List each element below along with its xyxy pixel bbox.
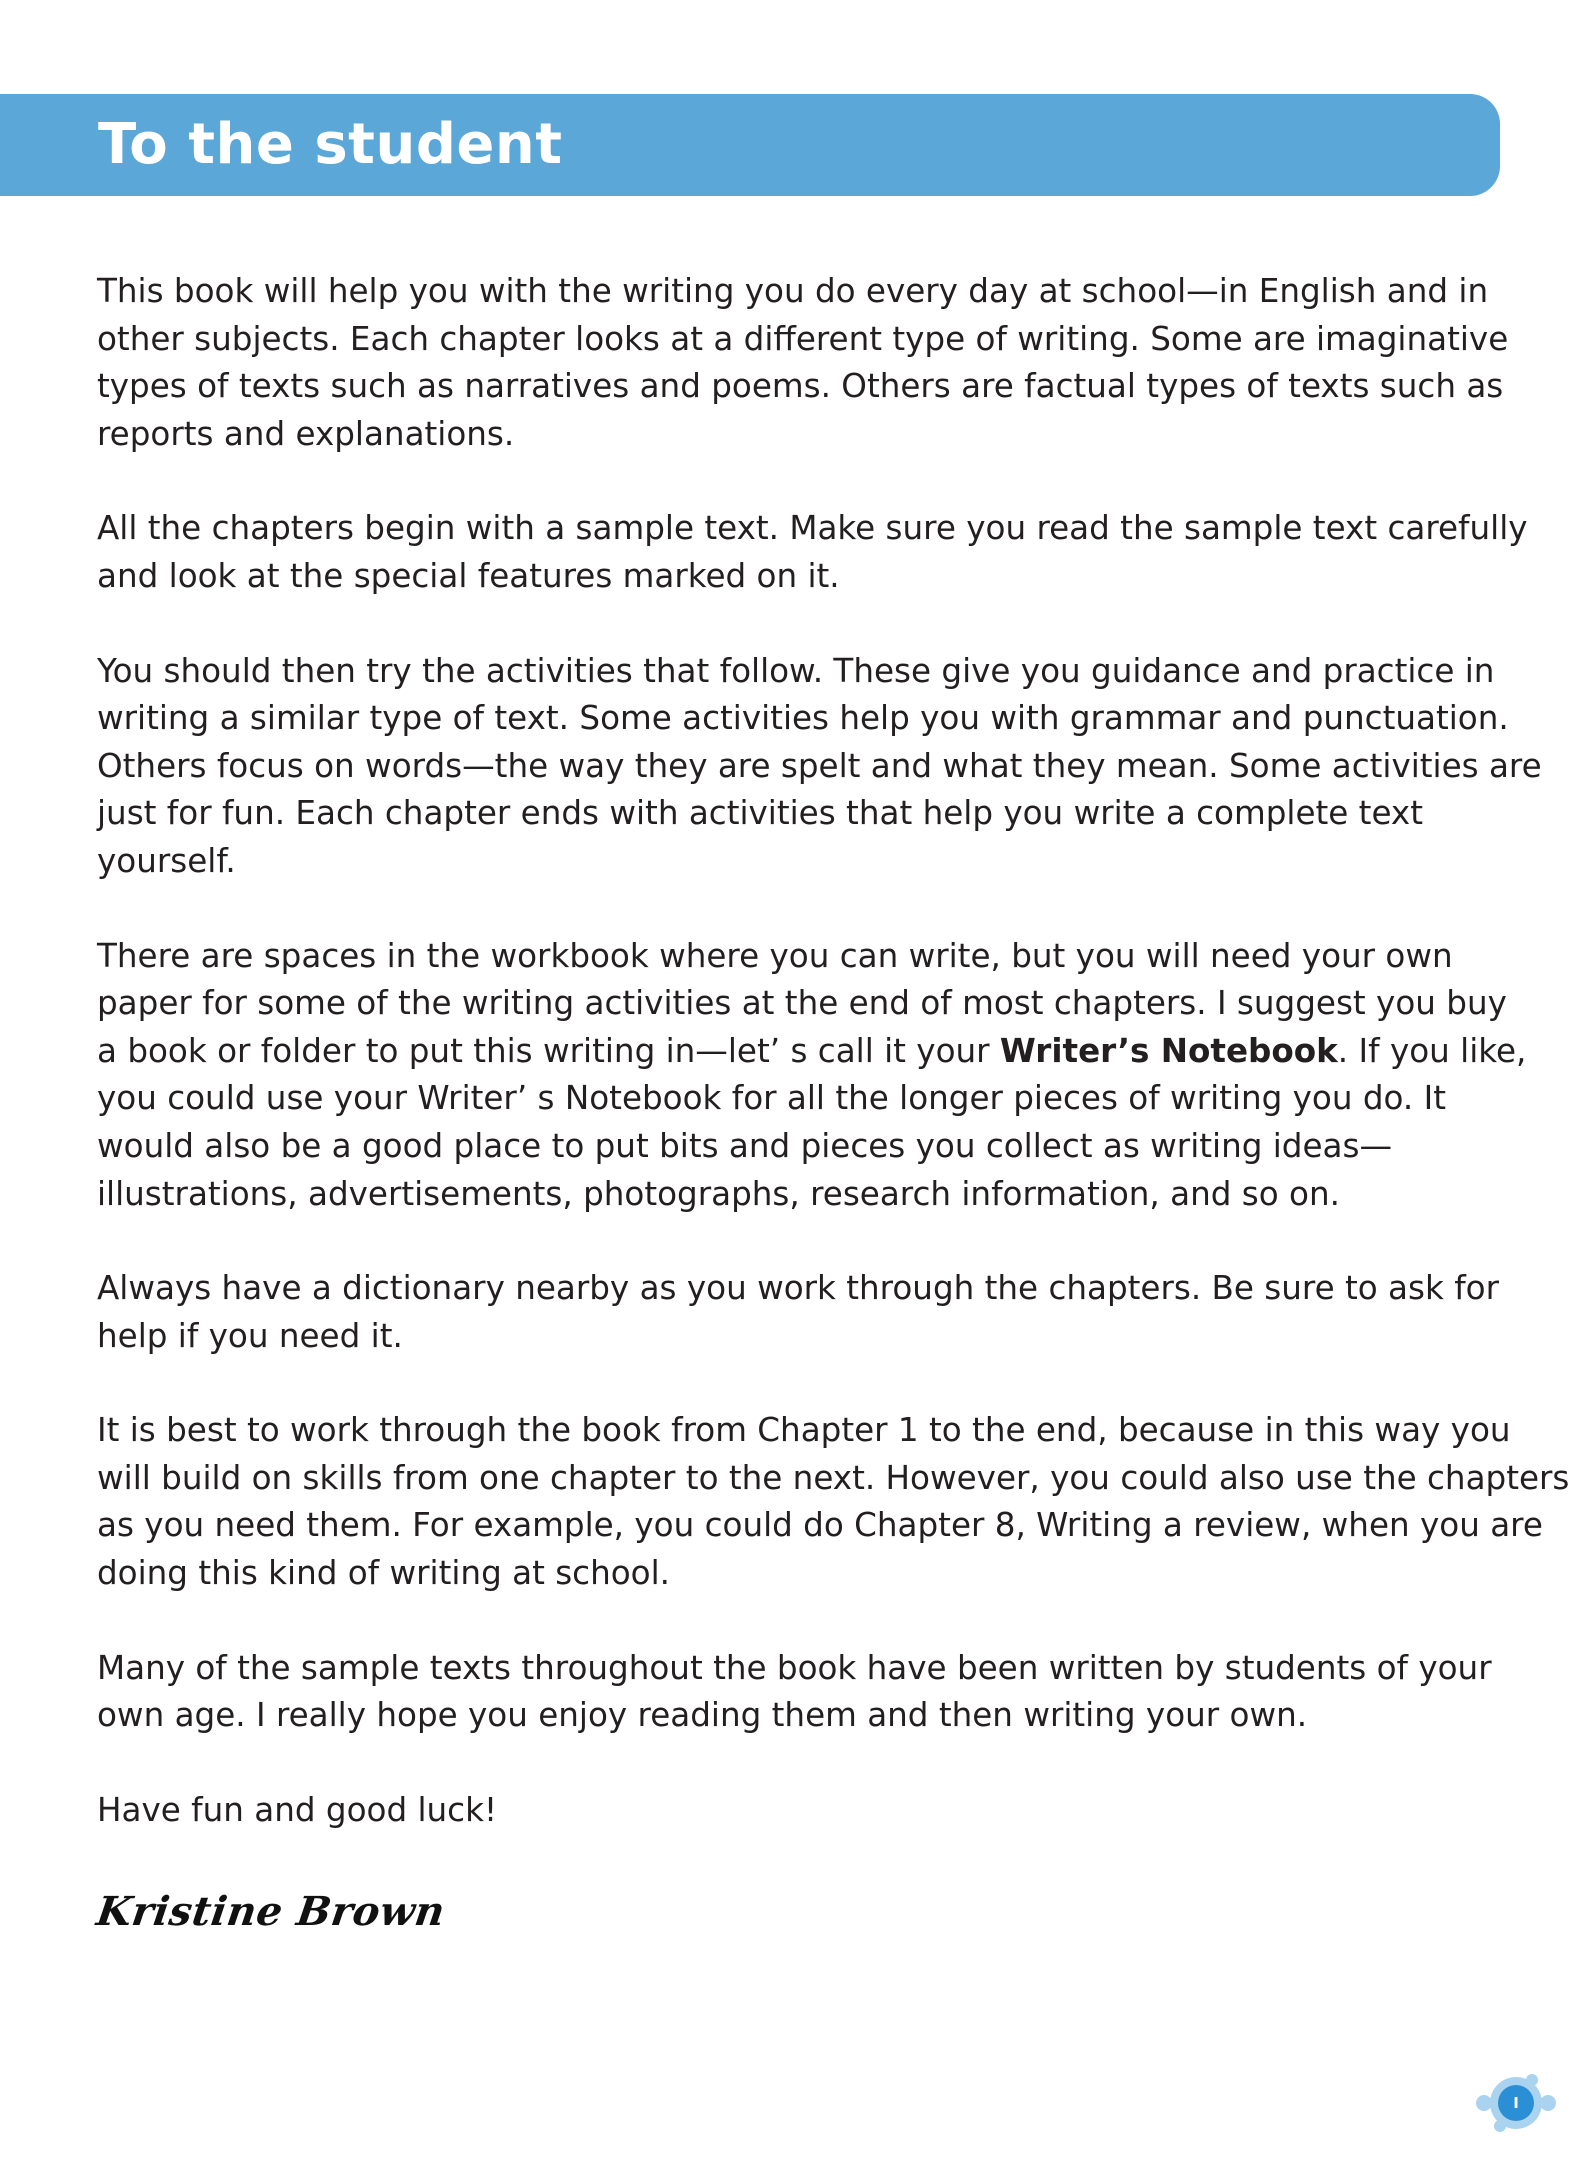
- text-line: Always have a dictionary nearby as you work through the chapters. Be sure to ask for: [97, 1269, 1500, 1308]
- text-line: other subjects. Each chapter looks at a different type of writing. Some are imaginative: [97, 319, 1509, 358]
- header-banner: [0, 94, 1500, 196]
- writers-notebook-term: Writer’s Notebook: [999, 1031, 1338, 1070]
- text-line: would also be a good place to put bits and pieces you collect as writing ideas—: [97, 1126, 1393, 1165]
- text-line: as you need them. For example, you could do Chapter 8, Writing a review, when you are: [97, 1506, 1543, 1545]
- text-line: reports and explanations.: [97, 414, 515, 453]
- page-number: I: [1513, 2094, 1519, 2112]
- author-signature: Kristine Brown: [93, 1888, 449, 1935]
- text-line: Others focus on words—the way they are spelt and what they mean. Some activities are: [97, 746, 1542, 785]
- text-line: help if you need it.: [97, 1316, 403, 1355]
- paragraph-intro: [97, 268, 1517, 458]
- paragraph-closing: [97, 1787, 1517, 1835]
- text-line: It is best to work through the book from Chapter 1 to the end, because in this way you: [97, 1411, 1511, 1450]
- text-line: and look at the special features marked on it.: [97, 556, 840, 595]
- text-line: illustrations, advertisements, photographs, research information, and so on.: [97, 1174, 1340, 1213]
- text-line: This book will help you with the writing you do every day at school—in English and in: [97, 272, 1489, 310]
- text-line: you could use your Writer’ s Notebook for all the longer pieces of writing you do. It: [97, 1079, 1447, 1118]
- text-line: doing this kind of writing at school.: [97, 1554, 670, 1593]
- text-line: There are spaces in the workbook where you can write, but you will need your own: [97, 936, 1453, 975]
- paragraph-sample-text: [97, 505, 1528, 600]
- text-line: All the chapters begin with a sample text. Make sure you read the sample text carefully: [97, 509, 1528, 548]
- text-line: Have fun and good luck!: [97, 1790, 498, 1829]
- page-title: To the student: [98, 112, 563, 177]
- text-line: will build on skills from one chapter to the next. However, you could also use the chapters: [97, 1458, 1570, 1497]
- text-line: writing a similar type of text. Some activities help you with grammar and punctuation.: [97, 699, 1509, 738]
- paragraph-sample-authors: [97, 1645, 1517, 1740]
- text-line-with-bold: [97, 1028, 1527, 1076]
- text-run: a book or folder to put this writing in—let’ s call it your: [97, 1031, 1000, 1070]
- paragraph-dictionary: [97, 1265, 1517, 1360]
- paragraph-writers-notebook: [97, 933, 1527, 1219]
- text-line: You should then try the activities that follow. These give you guidance and practice in: [97, 651, 1495, 690]
- page-number-badge: [1470, 2068, 1562, 2138]
- paragraph-activities: [97, 648, 1542, 886]
- body-text: [97, 268, 1570, 1881]
- text-line: just for fun. Each chapter ends with activities that help you write a complete text: [97, 794, 1423, 833]
- text-line: Many of the sample texts throughout the book have been written by students of your: [97, 1648, 1492, 1687]
- text-line: paper for some of the writing activities at the end of most chapters. I suggest you buy: [97, 984, 1507, 1023]
- paragraph-chapter-order: [97, 1407, 1570, 1597]
- text-run: . If you like,: [1337, 1031, 1527, 1070]
- text-line: types of texts such as narratives and poems. Others are factual types of texts such as: [97, 367, 1504, 406]
- text-line: own age. I really hope you enjoy reading them and then writing your own.: [97, 1696, 1308, 1735]
- text-line: yourself.: [97, 841, 236, 880]
